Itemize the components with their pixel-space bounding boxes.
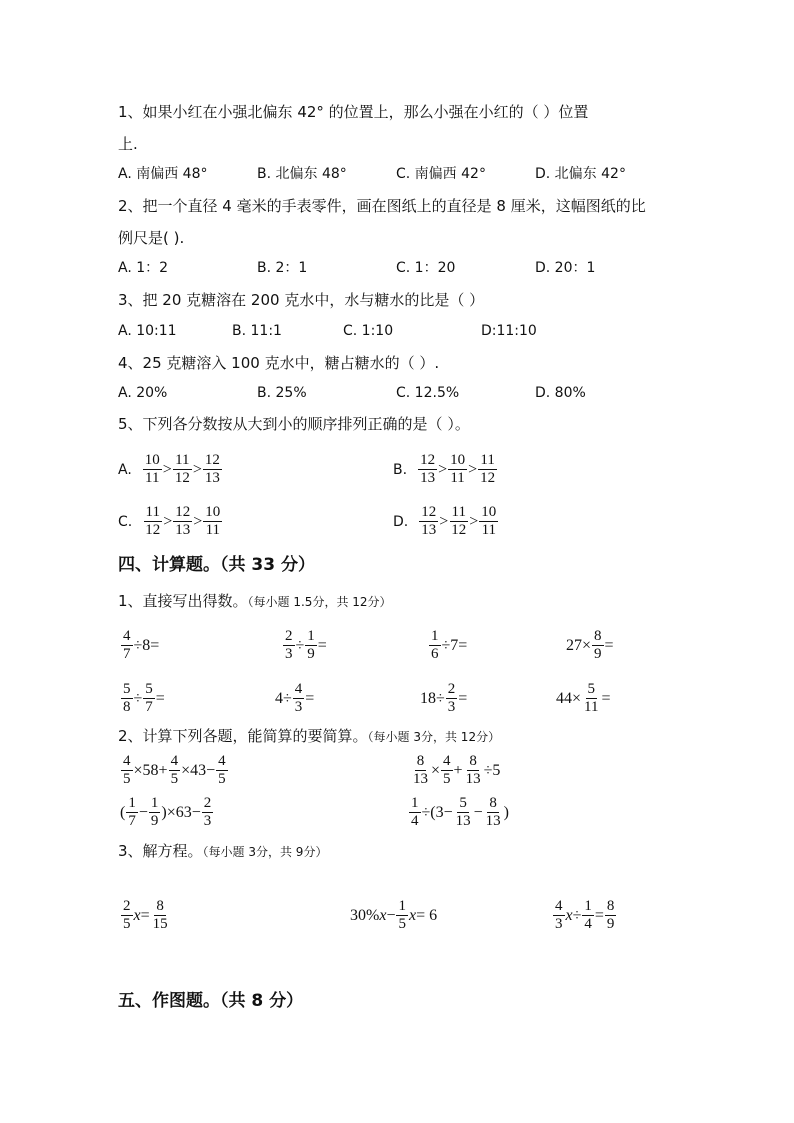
fraction: 11 12 <box>451 504 467 538</box>
fraction: 11 12 <box>145 504 161 538</box>
fraction: $\frac{4}{5}$ <box>443 753 451 787</box>
fraction: 11 12 <box>174 452 190 486</box>
fraction: $\frac{5}{11}$ <box>584 681 599 715</box>
q1-option-c: C. 南偏西 42° <box>396 166 486 182</box>
fraction: $\frac{4}{5}$ <box>218 753 226 787</box>
part-1-title: 1、直接写出得数。（每小题 1.5分，共 12分） <box>118 592 392 610</box>
fraction: $\frac{1}{9}$ <box>307 628 315 662</box>
fraction: $\frac{1}{4}$ <box>411 795 419 829</box>
fraction: 1 7 <box>128 795 136 829</box>
q3-option-a: A. 10:11 <box>118 323 177 339</box>
q2-option-d: D. 20：1 <box>535 260 596 276</box>
q5-option-b: B. 12 13 > 10 11 > 11 12 <box>393 452 496 486</box>
fraction: 12 13 <box>420 452 436 486</box>
q4-option-a: A. 20% <box>118 385 168 401</box>
simplify-4: $\frac{1}{4}$ ÷ (3− $\frac{5}{13}$ − $\frac{8}{13}$ ) <box>411 795 509 829</box>
fraction: 12 13 <box>175 504 191 538</box>
fraction: $\frac{2}{3}$ <box>203 795 212 829</box>
fraction: $\frac{4}{3}$ <box>294 681 303 715</box>
q4-option-d: D. 80% <box>535 385 586 401</box>
fraction: $\frac{4}{5}$ <box>170 753 179 787</box>
question-2-cont: 例尺是( ). <box>118 229 185 247</box>
equation-3: 4 3 x ÷ $\frac{1}{4}$ = $\frac{8}{9}$ <box>555 898 615 932</box>
fraction: $\frac{5}{7}$ <box>145 681 153 715</box>
q3-option-c: C. 1:10 <box>343 323 394 339</box>
fraction: $\frac{5}{13}$ <box>455 795 471 829</box>
calc-3: $\frac{1}{6}$ ÷7 = <box>431 628 468 662</box>
fraction: $\frac{8}{13}$ <box>485 795 501 829</box>
fraction: $\frac{4}{5}$ <box>123 753 131 787</box>
fraction: 10 11 <box>450 452 466 486</box>
fraction: $\frac{8}{15}$ <box>152 898 168 932</box>
fraction: $\frac{1}{9}$ <box>150 795 159 829</box>
q1-option-d: D. 北偏东 42° <box>535 166 626 182</box>
q1-option-a: A. 南偏西 48° <box>118 166 208 182</box>
calc-2: $\frac{2}{3}$ ÷ $\frac{1}{9}$ = <box>285 628 327 662</box>
calc-1: $\frac{4}{7}$ ÷8 = <box>123 628 160 662</box>
fraction: $\frac{2}{3}$ <box>285 628 293 662</box>
q4-option-c: C. 12.5% <box>396 385 460 401</box>
q5-letter-a: A. <box>118 461 132 478</box>
fraction: $\frac{2}{3}$ <box>447 681 456 715</box>
calc-8: 44 × $\frac{5}{11}$ = <box>556 681 611 715</box>
q5-letter-b: B. <box>393 461 408 478</box>
simplify-2: $\frac{8}{13}$ × $\frac{4}{5}$ + $\frac{8}{13}$ ÷ 5 <box>413 753 501 787</box>
fraction: $\frac{1}{5}$ <box>398 898 406 932</box>
q5-letter-c: C. <box>118 513 133 530</box>
simplify-3: ( 1 7 − $\frac{1}{9}$ ) ×63 − $\frac{2}{3}$ <box>120 795 212 829</box>
fraction: 12 13 <box>204 452 220 486</box>
fraction: $\frac{8}{13}$ <box>413 753 428 787</box>
q5-option-c: C. 11 12 > 12 13 > 10 11 <box>118 504 221 538</box>
fraction: $\frac{8}{9}$ <box>594 628 602 662</box>
question-5-text: 5、下列各分数按从大到小的顺序排列正确的是（ ）。 <box>118 415 470 433</box>
fraction: $\frac{1}{4}$ <box>584 898 592 932</box>
fraction: 12 13 <box>421 504 437 538</box>
equation-1: 2 5 x = $\frac{8}{15}$ <box>123 898 168 932</box>
fraction: 4 3 <box>555 898 563 932</box>
fraction: $\frac{8}{9}$ <box>606 898 615 932</box>
fraction: 11 12 <box>480 452 496 486</box>
fraction: $\frac{1}{6}$ <box>431 628 439 662</box>
q1-option-b: B. 北偏东 48° <box>257 166 347 182</box>
q5-letter-d: D. <box>393 513 409 530</box>
section-4-heading: 四、计算题。（共 33 分） <box>118 555 315 575</box>
q2-option-b: B. 2：1 <box>257 260 308 276</box>
part-2-title: 2、计算下列各题，能简算的要简算。（每小题 3分，共 12分） <box>118 727 501 745</box>
q5-option-d: D. 12 13 > 11 12 > 10 11 <box>393 504 497 538</box>
q4-option-b: B. 25% <box>257 385 307 401</box>
q2-option-a: A. 1：2 <box>118 260 169 276</box>
part-3-title: 3、解方程。（每小题 3分，共 9分） <box>118 842 328 860</box>
question-1-cont: 上. <box>118 135 138 153</box>
calc-4: 27 × $\frac{8}{9}$ = <box>566 628 614 662</box>
fraction: 10 11 <box>205 504 221 538</box>
question-2-text: 2、把一个直径 4 毫米的手表零件，画在图纸上的直径是 8 厘米，这幅图纸的比 <box>118 197 646 215</box>
calc-5: $\frac{5}{8}$ ÷ $\frac{5}{7}$ = <box>123 681 165 715</box>
fraction: 2 5 <box>123 898 131 932</box>
fraction: 10 11 <box>144 452 160 486</box>
calc-7: 18÷ $\frac{2}{3}$ = <box>420 681 468 715</box>
fraction: $\frac{8}{13}$ <box>465 753 481 787</box>
fraction: $\frac{4}{7}$ <box>123 628 131 662</box>
q3-option-b: B. 11:1 <box>232 323 282 339</box>
fraction: $\frac{5}{8}$ <box>123 681 131 715</box>
q3-option-d: D:11:10 <box>481 323 537 339</box>
calc-6: 4÷ $\frac{4}{3}$ = <box>275 681 315 715</box>
q2-option-c: C. 1：20 <box>396 260 456 276</box>
fraction: 10 11 <box>481 504 497 538</box>
question-3-text: 3、把 20 克糖溶在 200 克水中，水与糖水的比是（ ） <box>118 291 485 309</box>
section-5-heading: 五、作图题。（共 8 分） <box>118 991 304 1011</box>
q5-option-a: A. 10 11 > 11 12 > 12 13 <box>118 452 220 486</box>
simplify-1: $\frac{4}{5}$ ×58 + $\frac{4}{5}$ ×43 − $\frac{4}{5}$ <box>123 753 226 787</box>
question-4-text: 4、25 克糖溶入 100 克水中，糖占糖水的（ ）. <box>118 354 440 372</box>
equation-2: 30% x − $\frac{1}{5}$ x = 6 <box>350 898 438 932</box>
question-1-text: 1、如果小红在小强北偏东 42° 的位置上，那么小强在小红的（ ）位置 <box>118 103 589 121</box>
